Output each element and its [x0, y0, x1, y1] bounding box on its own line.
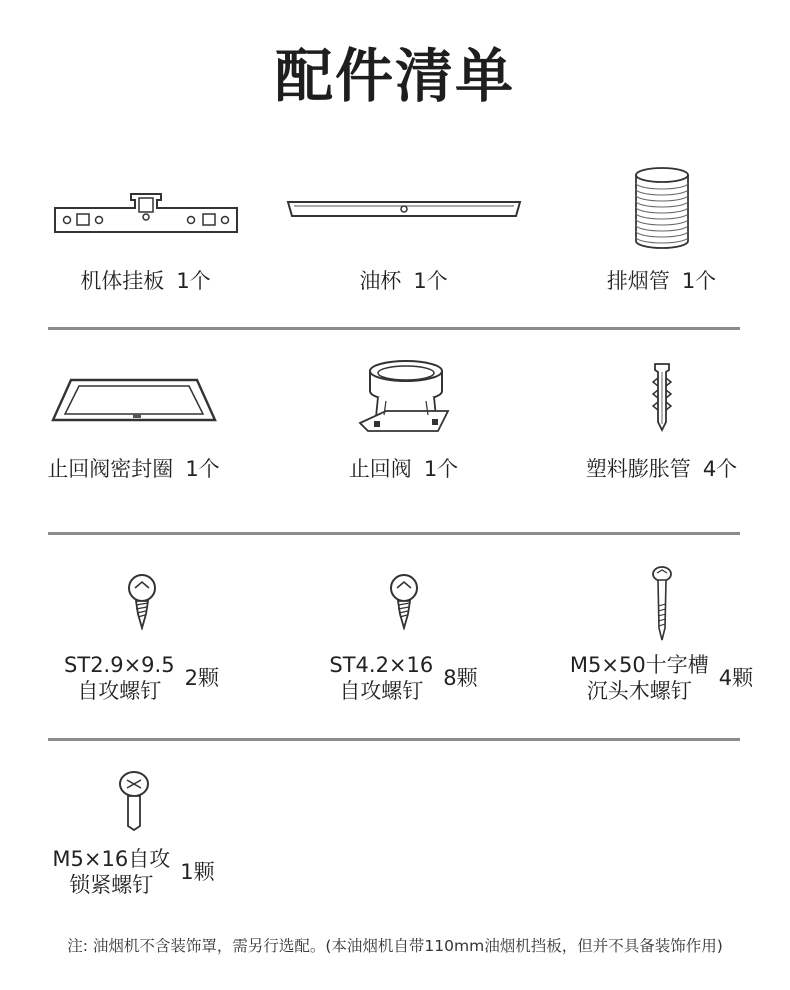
- wood-screw-icon: [530, 566, 790, 642]
- divider: [48, 532, 740, 535]
- mounting-plate-icon: [14, 186, 277, 238]
- item-oil-cup: [272, 180, 535, 310]
- item-label: M5×16自攻 锁紧螺钉 1颗: [52, 847, 215, 897]
- oil-cup-icon: [272, 194, 535, 224]
- item-label: 止回阀 1个: [348, 457, 459, 481]
- item-exhaust-pipe: [530, 165, 790, 310]
- locking-screw-icon: [2, 770, 265, 832]
- item-st42-screw: [272, 574, 535, 714]
- divider: [48, 327, 740, 330]
- item-plastic-anchor: [530, 360, 790, 492]
- item-label: 排烟管 1个: [606, 269, 717, 293]
- item-mounting-plate: [14, 180, 277, 310]
- item-label: 机体挂板 1个: [80, 269, 211, 293]
- item-label: 油杯 1个: [359, 269, 448, 293]
- seal-ring-icon: [2, 376, 265, 424]
- item-st29-screw: [10, 574, 273, 714]
- tapping-screw-icon: [10, 574, 273, 630]
- tapping-screw-icon: [272, 574, 535, 630]
- item-check-valve: [272, 357, 535, 492]
- page-title: 配件清单: [274, 42, 515, 110]
- plastic-anchor-icon: [530, 360, 790, 432]
- check-valve-icon: [272, 357, 535, 437]
- item-label: 塑料膨胀管 4个: [585, 457, 738, 481]
- item-label: ST4.2×16 自攻螺钉 8颗: [329, 653, 478, 703]
- item-label: 止回阀密封圈 1个: [47, 457, 220, 481]
- divider: [48, 738, 740, 741]
- item-m516-locking-screw: [2, 770, 265, 900]
- item-m550-wood-screw: [530, 566, 790, 714]
- footnote: 注: 油烟机不含装饰罩，需另行选配。(本油烟机自带110mm油烟机挡板，但并不具备装饰作用): [67, 937, 723, 955]
- item-seal-ring: [2, 372, 265, 492]
- exhaust-pipe-icon: [530, 165, 790, 251]
- item-label: ST2.9×9.5 自攻螺钉 2颗: [64, 653, 219, 703]
- item-label: M5×50十字槽 沉头木螺钉 4颗: [569, 653, 754, 703]
